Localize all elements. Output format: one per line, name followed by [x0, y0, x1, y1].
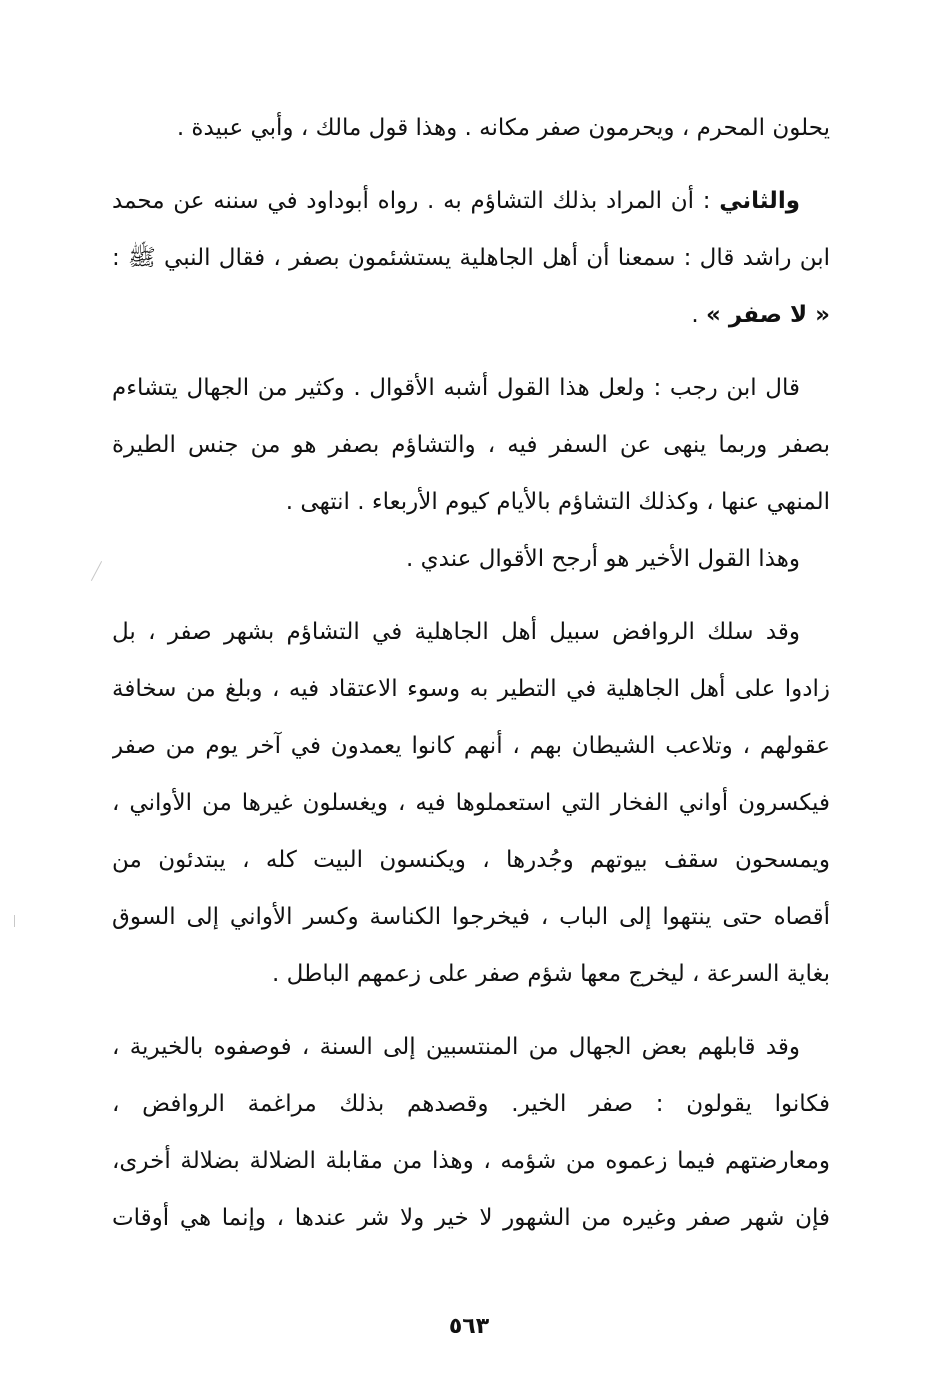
- line-text: أقصاه حتى ينتهوا إلى الباب ، فيخرجوا الكناسة وكسر الأواني إلى السوق: [112, 904, 830, 930]
- line-text: وقد قابلهم بعض الجهال من المنتسبين إلى السنة ، فوصفوه بالخيرية ،: [112, 1034, 800, 1060]
- line-text: بغاية السرعة ، ليخرج معها شؤم صفر على زعمهم الباطل .: [272, 961, 830, 987]
- text-line: [112, 1133, 830, 1190]
- text-line: [112, 287, 830, 344]
- hadith-quote: « لا صفر »: [706, 302, 830, 328]
- line-text: المنهي عنها ، وكذلك التشاؤم بالأيام كيوم الأربعاء . انتهى .: [285, 489, 830, 515]
- text-line: [112, 100, 830, 157]
- text-line: [112, 1019, 830, 1076]
- text-line: [112, 417, 830, 474]
- line-text: وقد سلك الروافض سبيل أهل الجاهلية في التشاؤم بشهر صفر ، بل: [112, 619, 800, 645]
- line-text: ويمسحون سقف بيوتهم وجُدرها ، ويكنسون البيت كله ، يبتدئون من: [112, 847, 830, 873]
- text-line: [112, 531, 830, 588]
- line-text: وهذا القول الأخير هو أرجح الأقوال عندي .: [406, 546, 800, 572]
- line-text: : أن المراد بذلك التشاؤم به . رواه أبوداود في سننه عن محمد: [112, 188, 720, 214]
- line-text: فإن شهر صفر وغيره من الشهور لا خير ولا شر عندها ، وإنما هي أوقات: [112, 1205, 830, 1231]
- text-line: [112, 946, 830, 1003]
- text-line: [112, 173, 830, 230]
- text-line: [112, 832, 830, 889]
- line-text: عقولهم ، وتلاعب الشيطان بهم ، أنهم كانوا يعمدون في آخر يوم من صفر: [112, 733, 830, 759]
- text-line: [112, 360, 830, 417]
- text-line: [112, 889, 830, 946]
- text-line: [112, 1076, 830, 1133]
- text-line: [112, 775, 830, 832]
- text-line: [112, 230, 830, 287]
- text-line: [112, 661, 830, 718]
- line-text: بصفر وربما ينهى عن السفر فيه ، والتشاؤم بصفر هو من جنس الطيرة: [112, 432, 830, 458]
- text-line: [112, 474, 830, 531]
- line-text: فيكسرون أواني الفخار التي استعملوها فيه ، ويغسلون غيرها من الأواني ،: [112, 790, 830, 816]
- text-line: [112, 718, 830, 775]
- scan-margin-mark: [91, 561, 102, 581]
- line-text: ابن راشد قال : سمعنا أن أهل الجاهلية يستشئمون بصفر ، فقال النبي ﷺ :: [112, 245, 830, 271]
- line-text: فكانوا يقولون : صفر الخير. وقصدهم بذلك مراغمة الروافض ،: [112, 1091, 830, 1117]
- lead-term: والثاني: [719, 188, 800, 214]
- text-line: [112, 1190, 830, 1247]
- line-text: ومعارضتهم فيما زعموه من شؤمه ، وهذا من مقابلة الضلالة بضلالة أخرى،: [112, 1148, 830, 1174]
- line-text: .: [691, 302, 707, 328]
- text-line: [112, 604, 830, 661]
- line-text: زادوا على أهل الجاهلية في التطير به وسوء الاعتقاد فيه ، وبلغ من سخافة: [112, 676, 830, 702]
- page-number: ٥٦٣: [448, 1314, 490, 1339]
- scan-margin-mark: [14, 915, 15, 927]
- page-text: [112, 100, 830, 1247]
- line-text: يحلون المحرم ، ويحرمون صفر مكانه . وهذا قول مالك ، وأبي عبيدة .: [176, 115, 830, 141]
- line-text: قال ابن رجب : ولعل هذا القول أشبه الأقوال . وكثير من الجهال يتشاءم: [112, 375, 800, 401]
